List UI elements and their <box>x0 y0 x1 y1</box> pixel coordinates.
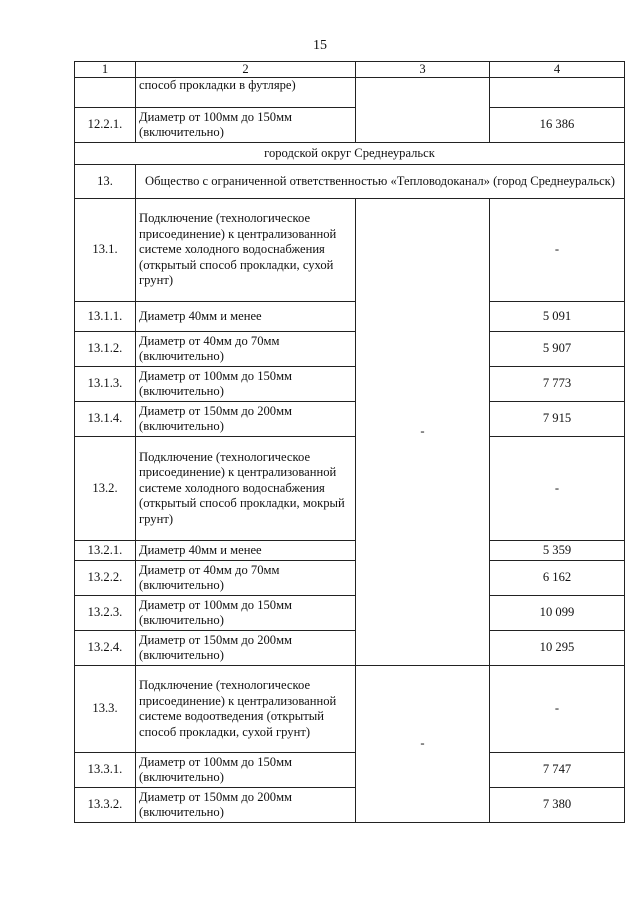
table-row <box>75 561 625 596</box>
row-number: 13. <box>75 165 136 199</box>
row-value <box>490 78 625 108</box>
row-value: 7 915 <box>490 402 625 437</box>
row-description: Диаметр от 150мм до 200мм (включительно) <box>136 402 356 437</box>
row-value: 5 907 <box>490 332 625 367</box>
table-row <box>75 199 625 302</box>
table-row <box>75 437 625 541</box>
table-row <box>75 108 625 143</box>
row-description: Диаметр 40мм и менее <box>136 541 356 561</box>
row-number: 13.2.3. <box>75 596 136 631</box>
row-description: Подключение (технологическое присоединение) к централизованной системе холодного водоснабжения (открытый способ прокладки, сухой грунт) <box>136 199 356 302</box>
table-header-row <box>75 62 625 78</box>
row-number: 13.3.1. <box>75 753 136 788</box>
header-cell-1: 1 <box>75 62 136 78</box>
row-number: 13.3.2. <box>75 788 136 823</box>
row-number: 13.1.3. <box>75 367 136 402</box>
header-cell-2: 2 <box>136 62 356 78</box>
row-value: 7 380 <box>490 788 625 823</box>
row-number: 13.2.2. <box>75 561 136 596</box>
row-value: 7 773 <box>490 367 625 402</box>
row-value: 5 359 <box>490 541 625 561</box>
row-description: Диаметр от 100мм до 150мм (включительно) <box>136 596 356 631</box>
table-row <box>75 541 625 561</box>
row-value: 16 386 <box>490 108 625 143</box>
section-title: городской округ Среднеуральск <box>75 143 625 165</box>
row-number <box>75 78 136 108</box>
row-description: Диаметр от 40мм до 70мм (включительно) <box>136 561 356 596</box>
header-cell-3: 3 <box>356 62 490 78</box>
row-number: 13.2. <box>75 437 136 541</box>
table-row <box>75 788 625 823</box>
page-number: 15 <box>313 38 327 53</box>
row-description: Диаметр 40мм и менее <box>136 302 356 332</box>
column3-cell <box>356 78 490 143</box>
row-description: Диаметр от 100мм до 150мм (включительно) <box>136 367 356 402</box>
row-value: 5 091 <box>490 302 625 332</box>
table-row <box>75 332 625 367</box>
table-row <box>75 302 625 332</box>
row-description: Подключение (технологическое присоединение) к централизованной системе холодного водоснабжения (открытый способ прокладки, мокрый грунт) <box>136 437 356 541</box>
row-value: 7 747 <box>490 753 625 788</box>
row-value: - <box>490 666 625 753</box>
table-row <box>75 666 625 753</box>
table-row <box>75 631 625 666</box>
tariff-table <box>74 61 625 823</box>
row-number: 13.1. <box>75 199 136 302</box>
row-value: 10 295 <box>490 631 625 666</box>
section-row <box>75 143 625 165</box>
header-cell-4: 4 <box>490 62 625 78</box>
row-number: 13.2.1. <box>75 541 136 561</box>
row-description: Диаметр от 150мм до 200мм (включительно) <box>136 631 356 666</box>
table-row <box>75 367 625 402</box>
row-description: Подключение (технологическое присоединение) к централизованной системе водоотведения (открытый способ прокладки, сухой грунт) <box>136 666 356 753</box>
table-row <box>75 78 625 108</box>
row-value: - <box>490 199 625 302</box>
organization-name: Общество с ограниченной ответственностью «Тепловодоканал» (город Среднеуральск) <box>136 165 625 199</box>
table-row <box>75 402 625 437</box>
table-row <box>75 596 625 631</box>
table-row <box>75 753 625 788</box>
row-number: 12.2.1. <box>75 108 136 143</box>
row-description: Диаметр от 40мм до 70мм (включительно) <box>136 332 356 367</box>
row-description: Диаметр от 100мм до 150мм (включительно) <box>136 108 356 143</box>
row-description: Диаметр от 150мм до 200мм (включительно) <box>136 788 356 823</box>
column3-merged-cell: - <box>356 199 490 666</box>
row-value: - <box>490 437 625 541</box>
row-description: Диаметр от 100мм до 150мм (включительно) <box>136 753 356 788</box>
row-number: 13.1.4. <box>75 402 136 437</box>
column3-merged-cell: - <box>356 666 490 823</box>
row-number: 13.1.2. <box>75 332 136 367</box>
organization-row <box>75 165 625 199</box>
row-number: 13.3. <box>75 666 136 753</box>
row-number: 13.1.1. <box>75 302 136 332</box>
row-description: способ прокладки в футляре) <box>136 78 356 108</box>
row-value: 10 099 <box>490 596 625 631</box>
row-value: 6 162 <box>490 561 625 596</box>
row-number: 13.2.4. <box>75 631 136 666</box>
